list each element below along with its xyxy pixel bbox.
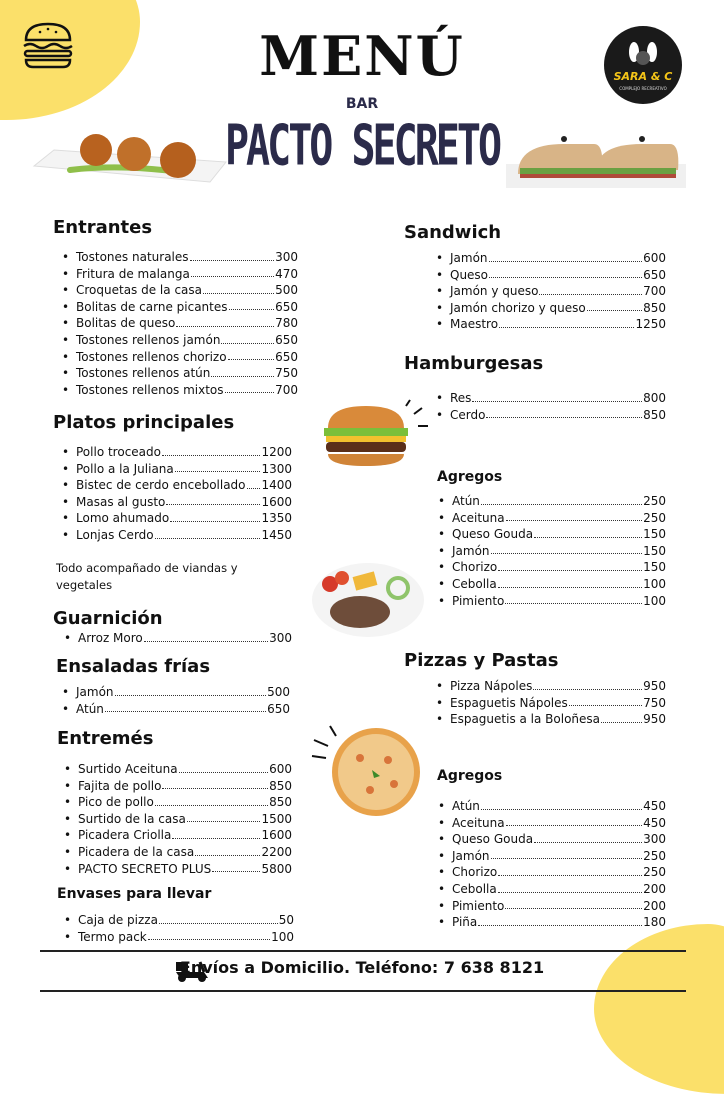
- menu-item-name: • Bolitas de carne picantes: [76, 299, 228, 314]
- menu-item-price: 150: [643, 543, 666, 558]
- menu-item-price: 950: [643, 679, 666, 693]
- menu-item-price: 180: [643, 915, 666, 930]
- menu-item: [430, 831, 666, 848]
- menu-item-price: 650: [275, 349, 298, 364]
- menu-item: [54, 365, 298, 382]
- menu-item-name: • Cebolla: [452, 881, 497, 896]
- menu-item-name: • Cebolla: [452, 576, 497, 591]
- menu-item: [56, 778, 292, 795]
- menu-item-name: • PACTO SECRETO PLUS: [78, 861, 212, 876]
- menu-item-name: • Aceituna: [452, 510, 505, 525]
- menu-item: [428, 283, 666, 300]
- menu-item: [56, 794, 292, 811]
- list-platos-principales: [54, 444, 292, 544]
- menu-item: [428, 267, 666, 284]
- menu-item-price: 150: [643, 527, 666, 542]
- menu-item-name: • Atún: [452, 799, 480, 813]
- menu-item: [428, 316, 666, 333]
- menu-item: [54, 282, 298, 299]
- menu-item-price: 300: [643, 832, 666, 847]
- menu-item-name: • Chorizo: [452, 865, 498, 880]
- section-title-pizzas-pastas: Pizzas y Pastas: [404, 650, 559, 671]
- dot-leader: [569, 695, 642, 707]
- menu-item: [428, 390, 666, 407]
- menu-item-price: 250: [643, 865, 666, 880]
- section-title-entrantes: Entrantes: [53, 217, 153, 238]
- menu-item: [54, 299, 298, 316]
- menu-item-price: 250: [643, 494, 666, 508]
- menu-item: [430, 493, 666, 510]
- dot-leader: [505, 593, 642, 605]
- menu-item: [54, 527, 292, 544]
- menu-item: [54, 684, 290, 701]
- menu-item-name: • Tostones naturales: [76, 250, 189, 264]
- menu-item-name: • Croquetas de la casa: [76, 283, 202, 298]
- menu-item-price: 1600: [261, 494, 292, 509]
- dot-leader: [175, 461, 261, 473]
- croquetas-photo: [30, 128, 230, 186]
- menu-item-name: • Pico de pollo: [78, 795, 154, 810]
- menu-item: [54, 382, 298, 399]
- menu-item-name: • Queso Gouda: [452, 527, 534, 542]
- menu-item-name: • Res: [450, 391, 472, 405]
- menu-item: [56, 630, 292, 647]
- menu-item-name: • Queso: [450, 267, 489, 282]
- menu-item-price: 1250: [635, 317, 666, 332]
- menu-item-name: • Atún: [452, 494, 480, 508]
- menu-item-price: 1450: [261, 527, 292, 542]
- menu-item-price: 650: [275, 299, 298, 314]
- menu-item: [56, 811, 292, 828]
- menu-item-name: • Picadera Criolla: [78, 828, 172, 843]
- menu-item: [430, 848, 666, 865]
- dot-leader: [203, 282, 274, 294]
- list-envases: [56, 912, 294, 945]
- menu-item-name: • Lonjas Cerdo: [76, 527, 154, 542]
- menu-item: [56, 761, 292, 778]
- section-title-agregos-1: Agregos: [437, 469, 503, 485]
- menu-item-name: • Pollo troceado: [76, 445, 161, 459]
- section-title-hamburgesas: Hamburgesas: [404, 353, 544, 374]
- menu-item-name: • Fajita de pollo: [78, 778, 162, 793]
- list-entrantes: [54, 249, 298, 398]
- menu-item-price: 100: [271, 929, 294, 944]
- menu-item: [54, 444, 292, 461]
- dot-leader: [176, 315, 274, 327]
- dot-leader: [478, 914, 642, 926]
- dot-leader: [155, 527, 261, 539]
- page-title: MENÚ: [259, 24, 465, 88]
- menu-item: [54, 249, 298, 266]
- menu-item-name: • Fritura de malanga: [76, 266, 190, 281]
- menu-item-price: 300: [269, 631, 292, 645]
- menu-item-name: • Pimiento: [452, 898, 505, 913]
- menu-item-name: • Tostones rellenos atún: [76, 366, 211, 381]
- dot-leader: [486, 407, 642, 419]
- section-title-sandwich: Sandwich: [404, 222, 502, 243]
- menu-item: [430, 526, 666, 543]
- menu-item-price: 650: [267, 701, 290, 716]
- menu-item-price: 650: [643, 267, 666, 282]
- menu-item-name: • Espaguetis Nápoles: [450, 695, 568, 710]
- dot-leader: [481, 798, 642, 810]
- menu-item-name: • Tostones rellenos chorizo: [76, 349, 227, 364]
- menu-item: [54, 494, 292, 511]
- menu-item: [430, 510, 666, 527]
- main-dish-photo: [308, 560, 426, 640]
- dot-leader: [491, 848, 643, 860]
- dot-leader: [212, 861, 260, 873]
- menu-item-name: • Espaguetis a la Boloñesa: [450, 712, 601, 727]
- dot-leader: [115, 684, 267, 696]
- bar-label: BAR: [345, 96, 379, 112]
- menu-item: [430, 576, 666, 593]
- dot-leader: [170, 510, 260, 522]
- menu-item-name: • Lomo ahumado: [76, 511, 170, 526]
- menu-item: [54, 315, 298, 332]
- footer-rule-top: [40, 950, 686, 952]
- dot-leader: [506, 510, 643, 522]
- menu-item: [430, 898, 666, 915]
- logo-text: SARA & C: [613, 70, 673, 83]
- section-title-envases: Envases para llevar: [57, 886, 212, 902]
- dot-leader: [162, 778, 268, 790]
- menu-item-price: 450: [643, 815, 666, 830]
- hamburger-photo: [314, 398, 438, 474]
- section-title-ensaladas-frias: Ensaladas frías: [56, 656, 211, 677]
- menu-item-name: • Surtido de la casa: [78, 811, 186, 826]
- dot-leader: [498, 576, 642, 588]
- menu-item-name: • Picadera de la casa: [78, 844, 195, 859]
- menu-item-price: 950: [643, 712, 666, 727]
- dot-leader: [534, 526, 642, 538]
- menu-item-price: 200: [643, 898, 666, 913]
- menu-item: [54, 510, 292, 527]
- menu-item-name: • Aceituna: [452, 815, 505, 830]
- menu-item-name: • Pollo a la Juliana: [76, 461, 174, 476]
- dot-leader: [498, 864, 642, 876]
- dot-leader: [159, 912, 278, 924]
- menu-item-name: • Jamón: [76, 685, 114, 699]
- menu-item: [428, 250, 666, 267]
- dot-leader: [539, 283, 642, 295]
- menu-item: [428, 407, 666, 424]
- dot-leader: [187, 811, 261, 823]
- dot-leader: [221, 332, 274, 344]
- menu-item-price: 750: [643, 695, 666, 710]
- dot-leader: [155, 794, 268, 806]
- menu-item-price: 1350: [261, 511, 292, 526]
- menu-item-name: • Chorizo: [452, 560, 498, 575]
- menu-item-price: 750: [275, 366, 298, 381]
- menu-item-price: 300: [275, 250, 298, 264]
- dot-leader: [229, 299, 275, 311]
- menu-item-name: • Masas al gusto: [76, 494, 166, 509]
- menu-item-name: • Jamón chorizo y queso: [450, 300, 586, 315]
- dot-leader: [162, 444, 260, 456]
- dot-leader: [601, 711, 642, 723]
- logo-subtext: COMPLEJO RECREATIVO: [619, 86, 667, 91]
- dot-leader: [498, 881, 642, 893]
- menu-item-price: 250: [643, 510, 666, 525]
- list-agregos-2: [430, 798, 666, 931]
- menu-item: [54, 349, 298, 366]
- menu-item-price: 800: [643, 391, 666, 405]
- dot-leader: [195, 844, 260, 856]
- list-entremes: [56, 761, 292, 877]
- menu-item: [430, 914, 666, 931]
- list-ensaladas-frias: [54, 684, 290, 717]
- menu-item-name: • Tostones rellenos jamón: [76, 332, 221, 347]
- dot-leader: [191, 266, 274, 278]
- menu-item-price: 200: [643, 881, 666, 896]
- list-agregos-1: [430, 493, 666, 609]
- menu-item: [430, 881, 666, 898]
- menu-item-price: 600: [643, 251, 666, 265]
- menu-item-price: 450: [643, 799, 666, 813]
- menu-item-price: 1600: [261, 828, 292, 843]
- menu-item-price: 100: [643, 593, 666, 608]
- menu-item-price: 150: [643, 560, 666, 575]
- menu-item-name: • Atún: [76, 701, 104, 716]
- list-guarnicion: [56, 630, 292, 647]
- menu-item-name: • Jamón: [450, 251, 488, 265]
- menu-item-price: 850: [269, 795, 292, 810]
- dot-leader: [587, 300, 642, 312]
- menu-item: [428, 678, 666, 695]
- dot-leader: [190, 249, 275, 261]
- menu-item-price: 700: [643, 284, 666, 299]
- pizza-photo: [310, 718, 424, 822]
- dot-leader: [506, 815, 643, 827]
- menu-item-name: • Arroz Moro: [78, 631, 143, 645]
- menu-item-name: • Queso Gouda: [452, 832, 534, 847]
- menu-item: [54, 701, 290, 718]
- section-title-entremes: Entremés: [57, 728, 154, 749]
- menu-item: [430, 815, 666, 832]
- menu-item: [428, 711, 666, 728]
- dot-leader: [534, 831, 642, 843]
- menu-item: [56, 929, 294, 946]
- menu-item: [428, 300, 666, 317]
- menu-item-price: 850: [269, 778, 292, 793]
- dot-leader: [228, 349, 275, 361]
- menu-item-price: 600: [269, 762, 292, 776]
- menu-item-price: 780: [275, 316, 298, 331]
- menu-item-price: 1300: [261, 461, 292, 476]
- menu-item-price: 5800: [261, 861, 292, 876]
- menu-item-name: • Bistec de cerdo encebollado: [76, 478, 246, 493]
- list-hamburgesas: [428, 390, 666, 423]
- section-title-platos-principales: Platos principales: [53, 412, 235, 433]
- menu-item-name: • Bolitas de queso: [76, 316, 176, 331]
- menu-item-price: 1500: [261, 811, 292, 826]
- menu-item: [430, 543, 666, 560]
- list-sandwich: [428, 250, 666, 333]
- menu-item: [430, 593, 666, 610]
- menu-item: [56, 861, 292, 878]
- dot-leader: [247, 477, 261, 489]
- menu-item-name: • Pimiento: [452, 593, 505, 608]
- dot-leader: [172, 827, 260, 839]
- menu-item-price: 850: [643, 300, 666, 315]
- menu-item-name: • Termo pack: [78, 929, 147, 944]
- menu-item-name: • Maestro: [450, 317, 499, 332]
- dot-leader: [481, 493, 642, 505]
- menu-item-name: • Jamón y queso: [450, 284, 539, 299]
- footer-rule-bottom: [40, 990, 686, 992]
- menu-item: [56, 912, 294, 929]
- footer-delivery-text: Envíos a Domicilio. Teléfono: 7 638 8121: [179, 958, 545, 977]
- dot-leader: [505, 898, 642, 910]
- menu-item-price: 1400: [261, 478, 292, 493]
- menu-item-price: 100: [643, 576, 666, 591]
- dot-leader: [211, 365, 274, 377]
- menu-item-price: 50: [278, 913, 294, 927]
- section-title-agregos-2: Agregos: [437, 768, 503, 784]
- menu-item-name: • Tostones rellenos mixtos: [76, 382, 224, 397]
- menu-item: [56, 844, 292, 861]
- dot-leader: [489, 267, 642, 279]
- dot-leader: [225, 382, 275, 394]
- menu-item-name: • Jamón: [452, 543, 490, 558]
- dot-leader: [144, 630, 268, 642]
- menu-item-price: 500: [267, 685, 290, 699]
- menu-item-price: 470: [275, 266, 298, 281]
- menu-item: [430, 864, 666, 881]
- dot-leader: [179, 761, 269, 773]
- sandwich-photo: [504, 130, 688, 192]
- menu-item-price: 700: [275, 382, 298, 397]
- brand-logo: [604, 26, 682, 104]
- menu-item-name: • Piña: [452, 915, 478, 930]
- menu-item-price: 650: [275, 332, 298, 347]
- menu-item-price: 1200: [261, 445, 292, 459]
- menu-item-name: • Caja de pizza: [78, 913, 158, 927]
- section-title-guarnicion: Guarnición: [53, 608, 163, 629]
- menu-item: [54, 477, 292, 494]
- dot-leader: [533, 678, 642, 690]
- list-pizzas-pastas: [428, 678, 666, 728]
- menu-item-name: • Cerdo: [450, 407, 486, 422]
- menu-item-name: • Jamón: [452, 848, 490, 863]
- menu-item-price: 500: [275, 283, 298, 298]
- menu-item: [54, 332, 298, 349]
- dot-leader: [148, 929, 270, 941]
- dot-leader: [105, 701, 266, 713]
- menu-item: [54, 461, 292, 478]
- note-acompanado: Todo acompañado de viandas y vegetales: [56, 561, 238, 592]
- bowling-pins-icon: [622, 32, 664, 68]
- menu-item: [54, 266, 298, 283]
- menu-item-name: • Surtido Aceituna: [78, 762, 178, 776]
- dot-leader: [491, 543, 643, 555]
- dot-leader: [499, 316, 634, 328]
- menu-item-price: 850: [643, 407, 666, 422]
- dot-leader: [498, 559, 642, 571]
- menu-item-name: • Pizza Nápoles: [450, 679, 533, 693]
- menu-item-price: 250: [643, 848, 666, 863]
- menu-item: [428, 695, 666, 712]
- dot-leader: [166, 494, 260, 506]
- menu-item: [430, 559, 666, 576]
- menu-item: [56, 827, 292, 844]
- dot-leader: [472, 390, 642, 402]
- dot-leader: [489, 250, 643, 262]
- brand-name: PACTO SECRETO: [224, 114, 500, 179]
- menu-item: [430, 798, 666, 815]
- menu-item-price: 2200: [261, 844, 292, 859]
